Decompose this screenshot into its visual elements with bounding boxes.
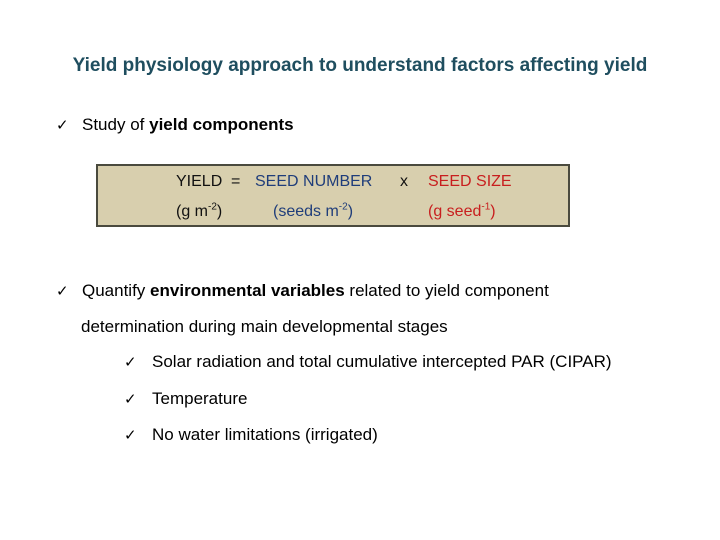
sub-bullet-text: Temperature [152,389,248,408]
sub-bullet-solar-radiation [124,352,612,372]
checkmark-icon: ✓ [124,353,137,371]
bullet2-suffix: related to yield component [344,281,549,300]
seed-number-unit: (seeds $m^{-2}$) [273,201,354,220]
checkmark-icon: ✓ [124,390,137,408]
bullet1-bold: yield components [149,115,294,134]
seed-size-unit: (g seed$^{-1}$) [428,201,496,220]
checkmark-icon: ✓ [124,426,137,444]
slide-title: Yield physiology approach to understand factors affecting yield [72,55,648,76]
checkmark-icon: ✓ [56,116,69,134]
sub-bullet-text: Solar radiation and total cumulative intercepted PAR (CIPAR) [152,352,612,371]
times-sign: x [400,173,408,190]
bullet-environmental-variables [56,281,549,301]
bullet1-prefix: Study of [82,115,150,134]
checkmark-icon: ✓ [56,282,69,300]
equals-sign: = [231,173,241,190]
bullet-yield-components [56,115,294,135]
bullet2-continuation: determination during main developmental stages [81,317,448,336]
yield-equation-box [96,164,570,227]
bullet2-bold: environmental variables [150,281,345,300]
sub-bullet-water [124,425,378,445]
seed-number-label: SEED NUMBER [255,173,373,190]
yield-label: YIELD [176,173,223,190]
bullet2-prefix: Quantify [82,281,151,300]
yield-unit: (g $m^{-2}$) [176,201,223,220]
sub-bullet-temperature [124,389,247,409]
sub-bullet-text: No water limitations (irrigated) [152,425,378,444]
seed-size-label: SEED SIZE [428,173,512,190]
